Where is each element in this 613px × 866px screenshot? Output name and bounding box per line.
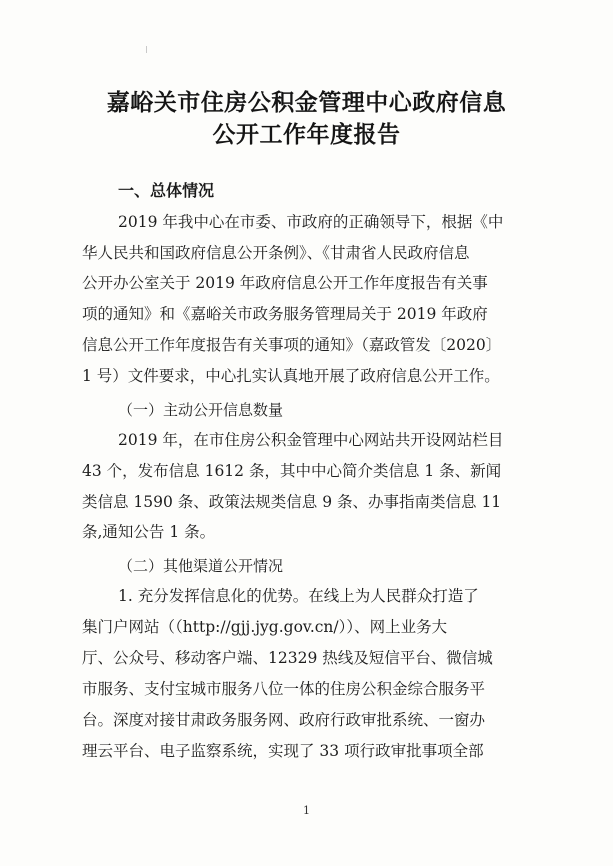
- subsection-heading-active-disclosure: （一）主动公开信息数量: [118, 401, 284, 419]
- intro-paragraph-line: 项的通知》和《嘉峪关市政务服务管理局关于 2019 年政府: [82, 305, 488, 323]
- intro-paragraph-line: 2019 年我中心在市委、市政府的正确领导下，根据《中: [118, 213, 504, 231]
- channels-paragraph-line: 台。深度对接甘肃政务服务网、政府行政审批系统、一窗办: [82, 711, 486, 729]
- document-title-line-1: 嘉峪关市住房公积金管理中心政府信息: [106, 89, 507, 116]
- page-number: 1: [303, 804, 310, 817]
- section-heading-overview: 一、总体情况: [118, 181, 215, 200]
- channels-paragraph-line: 1. 充分发挥信息化的优势。在线上为人民群众打造了: [118, 587, 479, 605]
- intro-paragraph-line: 华人民共和国政府信息公开条例》、《甘肃省人民政府信息: [82, 244, 470, 262]
- channels-paragraph-line: 市服务、支付宝城市服务八位一体的住房公积金综合服务平: [82, 680, 486, 698]
- subsection-heading-other-channels: （二）其他渠道公开情况: [118, 557, 284, 575]
- intro-paragraph-line: 公开办公室关于 2019 年政府信息公开工作年度报告有关事: [82, 274, 488, 292]
- channels-paragraph-line: 理云平台、电子监察系统，实现了 33 项行政审批事项全部: [82, 742, 484, 760]
- disclosure-paragraph-line: 2019 年，在市住房公积金管理中心网站共开设网站栏目: [118, 431, 504, 449]
- intro-paragraph-line: 信息公开工作年度报告有关事项的通知》（嘉政管发〔2020〕: [82, 336, 502, 354]
- disclosure-paragraph-line: 条,通知公告 1 条。: [82, 523, 216, 541]
- disclosure-paragraph-line: 类信息 1590 条、政策法规类信息 9 条、办事指南类信息 11: [82, 493, 502, 511]
- scan-speck: [146, 46, 147, 53]
- disclosure-paragraph-line: 43 个，发布信息 1612 条，其中中心简介类信息 1 条、新闻: [82, 462, 502, 480]
- intro-paragraph-line: 1 号）文件要求，中心扎实认真地开展了政府信息公开工作。: [82, 367, 500, 385]
- document-title-line-2: 公开工作年度报告: [212, 121, 401, 148]
- channels-paragraph-line: 厅、公众号、移动客户端、12329 热线及短信平台、微信城: [82, 649, 493, 667]
- channels-paragraph-line: 集门户网站（（http://gjj.jyg.gov.cn/））、网上业务大: [82, 618, 448, 636]
